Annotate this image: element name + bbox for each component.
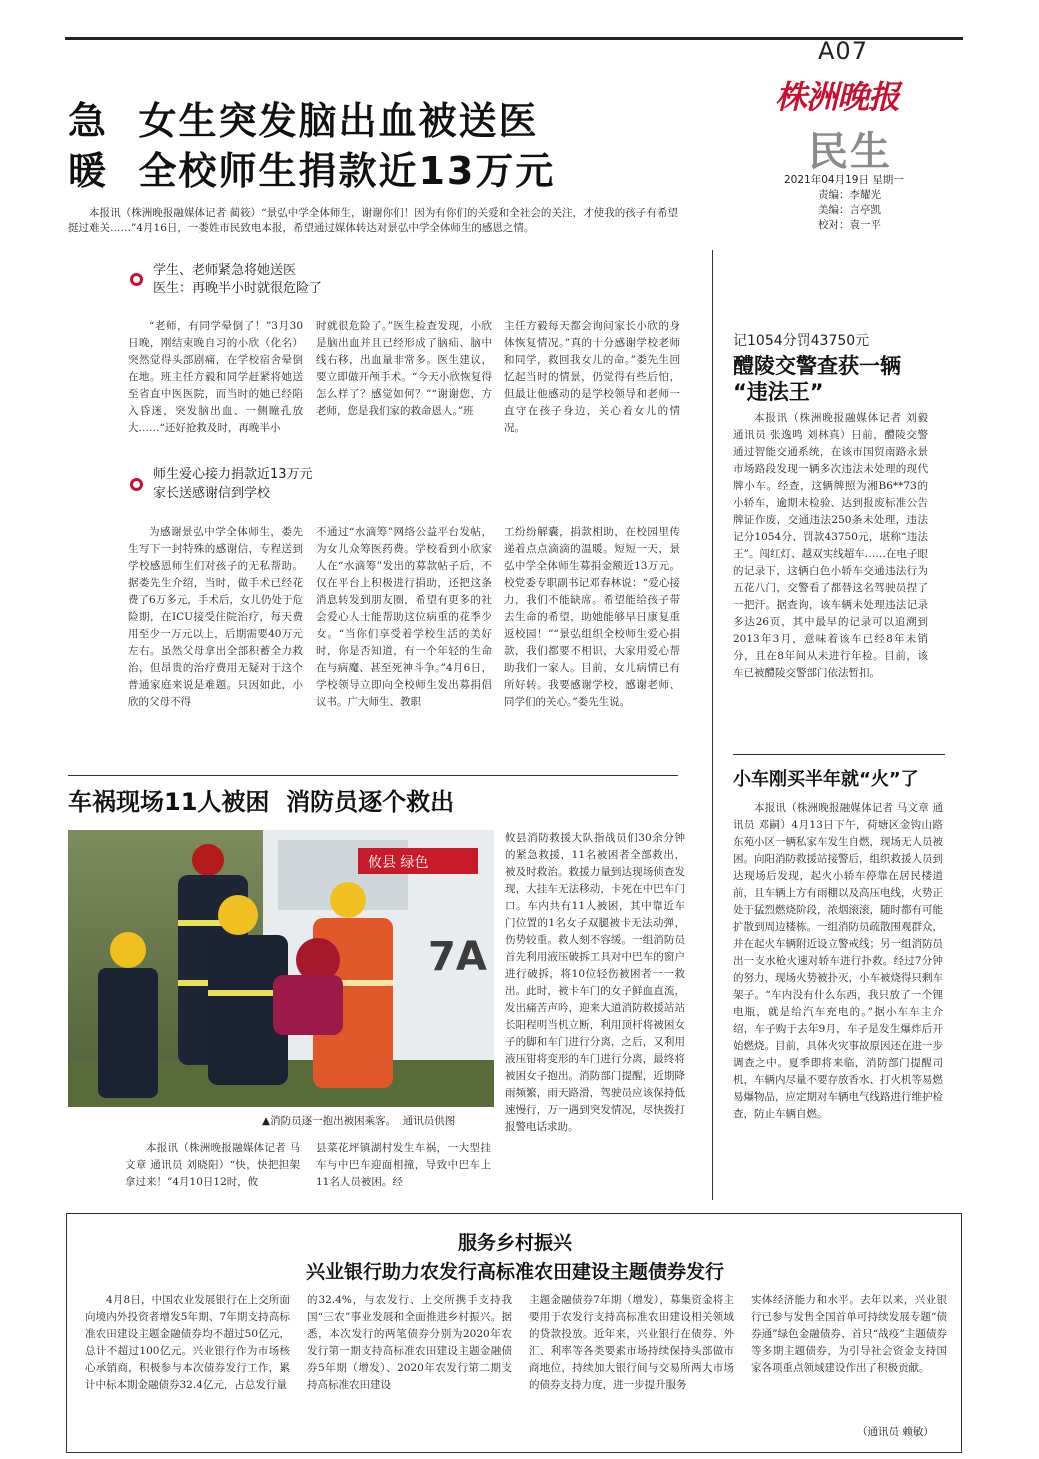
- ad-col4-text: 实体经济能力和水平。去年以来，兴业银行已参与发售全国首单可持续发展专题“债券通”绿色金融债券、首只“战疫”主题债券等多期主题债券，为引导社会资金支持国家各项重点领域建设作出了积极贡献。: [751, 1294, 947, 1374]
- section-rule: [68, 775, 678, 776]
- lead-sec2-col1: [128, 524, 303, 760]
- ad-col3: [529, 1292, 734, 1442]
- subhead2-line2: 家长送感谢信到学校: [153, 486, 271, 501]
- paper-logo: 株洲晚报: [775, 78, 900, 116]
- rescue-photo: [68, 830, 494, 1107]
- photo-caption: ▲消防员逐一抱出被困乘客。 通讯员供图: [262, 1115, 456, 1127]
- fire-bottom-col2-text: 县菜花坪镇湖村发生车祸，一大型挂车与中巴车迎面相撞，导致中巴车上11名人员被困。经: [316, 1142, 491, 1188]
- bullet-circle-icon: [130, 478, 143, 491]
- fire-bottom-col2: [316, 1140, 491, 1200]
- section-name: 民生: [808, 128, 892, 175]
- right2-body: [733, 800, 943, 1195]
- lead-sec2-col2: [316, 524, 492, 760]
- editor-credit: 责编：李耀光: [818, 189, 881, 201]
- ad-title1: 服务乡村振兴: [457, 1232, 572, 1254]
- lead-sec2-col3-text: 工纷纷解囊，捐款相助，在校园里传递着点点滴滴的温暖。短短一天，景弘中学全体师生募捐金额近13万元。校党委专职副书记邓春林说：“爱心接力，我们不能缺席。希望能给孩子带去生命的希望，助她能够早日康复重返校园！”“景弘组织全校师生爱心捐款，我们都要不相识，大家用爱心帮助我们一家人。目前，女儿病情已有所好转。我要感谢学校，感谢老师、同学们的关心。”娄先生说。: [504, 526, 680, 708]
- lead-headline-line2: 暖 全校师生捐款近13万元: [68, 149, 556, 193]
- ad-col3-text: 主题金融债券7年期（增发），募集资金将主要用于农发行支持高标准农田建设相关领域的贷款投放。近年来，兴业银行在债券、外汇、利率等各类要素市场持续保持头部做市商地位，持续加大银行间与交易所两大市场的债券支持力度，进一步提升服务: [529, 1294, 734, 1391]
- date-line: 2021年04月19日 星期一: [784, 174, 904, 186]
- ad-byline: （通讯员 赖敏）: [857, 1426, 934, 1438]
- ad-col1: [85, 1292, 290, 1442]
- right1-headline-line1: 醴陵交警查获一辆: [733, 354, 901, 378]
- right1-headline-line2: “违法王”: [733, 380, 824, 404]
- ad-col1-text: 4月8日，中国农业发展银行在上交所面向境内外投资者增发5年期、7年期支持高标准农田建设主题金融债券均不超过50亿元，总计不超过100亿元。兴业银行作为市场核心承销商，积极参与本次债券发行工作，累计中标本期金融债券32.4亿元，占总发行量: [85, 1294, 290, 1391]
- rescue-photo-illustration: [68, 830, 494, 1107]
- fire-bottom-col1-text: 本报讯（株洲晚报融媒体记者 马文章 通讯员 刘晓阳）“快，快把担架拿过来！”4月10日12时，攸: [125, 1142, 300, 1188]
- lead-sec2-col3: [504, 524, 680, 760]
- lead-sec2-col2-text: 不通过“水滴筹”网络公益平台发帖，为女儿众筹医药费。学校看到小欣家人在“水滴筹”发出的募款帖子后，不仅在平台上积极进行捐助，还把这条消息转发到朋友圈，希望有更多的社会爱心人士能帮助这位病重的花季少女。“当你们享受着学校生活的美好时，你是否知道，有一个年轻的生命在与病魔、甚至死神斗争。”4月6日，学校领导立即向全校师生发出募捐倡议书。广大师生、教职: [316, 526, 492, 708]
- ad-col4: [751, 1292, 947, 1402]
- fire-right-col: [505, 830, 685, 1190]
- right1-body-text: 本报讯（株洲晚报融媒体记者 刘毅 通讯员 张逸鸣 刘林真）日前，醴陵交警通过智能交通系统，在该市国贸南路永景市场路段发现一辆多次违法未处理的现代牌小车。经查，这辆牌照为湘B6**73的小轿车，逾期未检验、达到报废标准公告牌证作废，交通违法250条未处理，违法记分1054分、罚款43750元，堪称“违法王”。闯红灯、越双实线超车……在电子眼的记录下，这辆白色小轿车交通违法行为五花八门，交警看了都替这名驾驶员捏了一把汗。据查询，该车辆未处理违法记录多达26页，其中最早的记录可以追溯到2013年3月，意味着该车已经8年未销分，且在8年间从未进行年检。目前，该车已被醴陵交警部门依法暂扣。: [733, 412, 928, 679]
- fire-bottom-col1: [125, 1140, 300, 1200]
- column-divider: [712, 250, 713, 1200]
- lead-sec1-col2-text: 时就很危险了。”医生检查发现，小欣是脑出血并且已经形成了脑疝、脑中线右移，出血量非常多。医生建议，要立即做开颅手术。“今天小欣恢复得怎么样了？感觉如何？”“谢谢您，方老师，您是我们家的救命恩人。”班: [316, 320, 492, 417]
- bullet-circle-icon: [130, 273, 143, 286]
- lead-sec1-col3: [504, 318, 680, 448]
- subhead1-line1: 学生、老师紧急将她送医: [153, 263, 297, 278]
- right2-body-text: 本报讯（株洲晚报融媒体记者 马文章 通讯员 邓嗣）4月13日下午，荷塘区金钩山路东苑小区一辆私家车发生自燃，现场无人员被困。向阳消防救援站接警后，组织救援人员到达现场后发现，起火小轿车停靠在居民楼道前，且车辆上方有雨棚以及高压电线，火势正处于猛烈燃烧阶段，浓烟滚滚，随时都有可能扩散到周边楼栋。一组消防员疏散围观群众，并在起火车辆附近设立警戒线；另一组消防员出一支水枪火速对轿车进行扑救。经过7分钟的努力，现场火势被扑灭，小车被烧得只剩车架子。“车内没有什么东西，我只放了一个锂电瓶，就是给汽车充电的。”据小车车主介绍，车子购于去年9月，车子是发生爆炸后开始燃烧。目前，具体火灾事故原因还在进一步调查之中。夏季即将来临，消防部门提醒司机，车辆内尽量不要存放香水、打火机等易燃易爆物品，应定期对车辆电气线路进行维护检查，防止车辆自燃。: [733, 802, 943, 1120]
- lead-sec1-col1-text: “老师，有同学晕倒了！”3月30日晚，刚结束晚自习的小欣（化名）突然觉得头部剧痛，在学校宿舍晕倒在地。班主任方毅和同学赶紧将她送至省直中医医院，而当时的她已经陷入昏迷，突发脑出血、一侧瞳孔放大……“还好抢救及时，再晚半小: [128, 320, 303, 434]
- subhead2-line1: 师生爱心接力捐款近13万元: [153, 467, 313, 482]
- right-divider: [733, 754, 945, 755]
- bus-number: 7A: [428, 934, 487, 980]
- fire-headline: 车祸现场11人被困 消防员逐个救出: [68, 788, 455, 816]
- lead-sec1-col2: [316, 318, 492, 448]
- bus-signage: 攸县 绿色: [368, 855, 429, 871]
- lead-sec1-col1: [128, 318, 303, 448]
- lead-intro: [68, 206, 678, 236]
- right1-body: [733, 410, 928, 740]
- ad-col2-text: 的32.4%，与农发行、上交所携手支持我国“三农”事业发展和全面推进乡村振兴。据悉，本次发行的两笔债券分别为2020年农发行第一期支持高标准农田建设主题金融债券5年期（增发）、2020年农发行第二期支持高标准农田建设: [307, 1294, 512, 1391]
- subhead1-line2: 医生：再晚半小时就很危险了: [153, 281, 323, 296]
- ad-title2: 兴业银行助力农发行高标准农田建设主题债券发行: [305, 1261, 724, 1283]
- designer-credit: 美编：言亭凯: [818, 204, 881, 216]
- lead-sec1-col3-text: 主任方毅每天都会询问家长小欣的身体恢复情况。”真的十分感谢学校老师和同学，救回我女儿的命。”娄先生回忆起当时的情景，仍觉得有些后怕，但最让他感动的是学校领导和老师一直守在孩子身边，关心着女儿的情况。: [504, 320, 680, 434]
- right2-headline: 小车刚买半年就“火”了: [733, 769, 919, 790]
- ad-box: [66, 1213, 962, 1453]
- fire-right-col-text: 攸县消防救援大队指战员们30余分钟的紧急救援，11名被困者全部救出，被及时救治。救援力量到达现场侦查发现，大挂车无法移动，卡死在中巴车门口。车内共有11人被困，其中靠近车门位置的1名女子双腿被卡无法动弹，伤势较重。救人刻不容缓。一组消防员首先利用液压破拆工具对中巴车的窗户进行破拆，将10位轻伤被困者一一救出。此时，被卡车门的女子鲜血直流，发出痛苦声吟，迎来大道消防救援站站长阳程明当机立断，利用顶杆将被困女子的脚和车门进行分离，之后，又利用液压钳将变形的车门进行分离，最终将被困女子抱出。消防部门提醒，近期降雨频繁，雨天路滑，驾驶员应该保持低速慢行，万一遇到突发情况，尽快拨打报警电话求助。: [505, 832, 685, 1133]
- right1-kicker: 记1054分罚43750元: [733, 333, 870, 349]
- lead-headline-line1: 急 女生突发脑出血被送医: [68, 99, 539, 143]
- page-number: A07: [818, 37, 868, 65]
- ad-col2: [307, 1292, 512, 1442]
- lead-sec2-col1-text: 为感谢景弘中学全体师生，娄先生写下一封特殊的感谢信，专程送到学校感恩师生们对孩子的无私帮助。据娄先生介绍，当时，做手术已经花费了6万多元，手术后，女儿仍处于危险期，在ICU接受住院治疗，每天费用至少一万元以上，后期需要40万元左右。虽然父母拿出全部积蓄全力救治，但昂贵的治疗费用无疑对于这个普通家庭来说是难题。只因如此，小欣的父母不得: [128, 526, 303, 708]
- lead-intro-text: 本报讯（株洲晚报融媒体记者 蔺筱）“景弘中学全体师生，谢谢你们！因为有你们的关爱和全社会的关注，才使我的孩子有希望挺过难关……”4月16日，一娄姓市民致电本报，希望通过媒体转达对景弘中学全体师生的感恩之情。: [68, 207, 678, 234]
- proofreader-credit: 校对：袁一平: [818, 219, 881, 231]
